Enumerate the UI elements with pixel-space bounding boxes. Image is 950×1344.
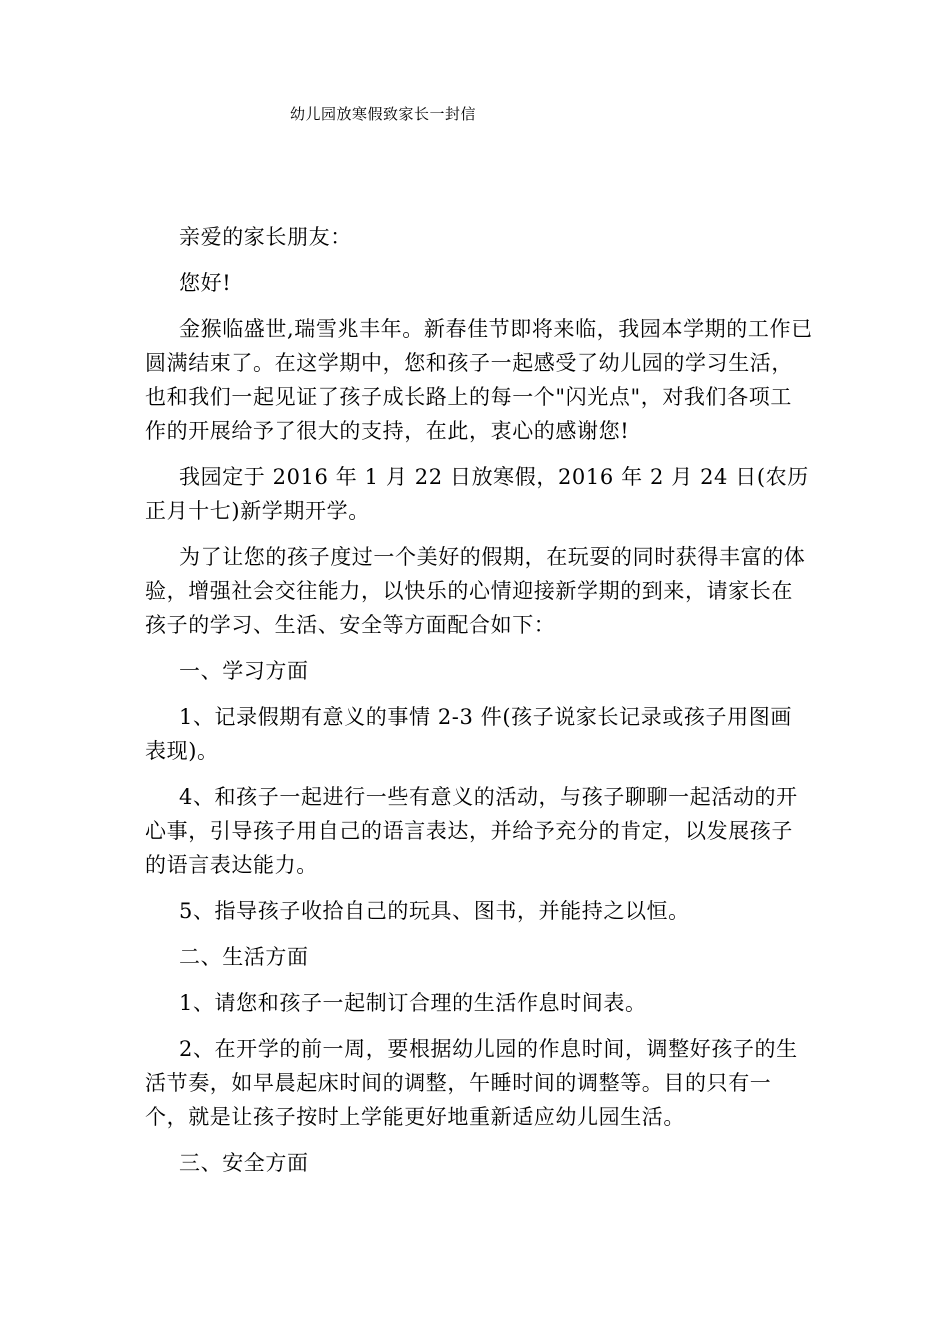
study-item-1: 1、记录假期有意义的事情 2-3 件(孩子说家长记录或孩子用图画表现)。: [145, 705, 792, 763]
document-body: [145, 220, 813, 1180]
study-item-4: 4、和孩子一起进行一些有意义的活动，与孩子聊聊一起活动的开心事，引导孩子用自己的语言表达，并给予充分的肯定，以发展孩子的语言表达能力。: [145, 785, 798, 877]
document-title: 幼儿园放寒假致家长一封信: [290, 105, 477, 123]
section-heading-life: 二、生活方面: [179, 945, 309, 969]
salutation: 亲爱的家长朋友：: [179, 225, 352, 249]
paragraph-dates: 我园定于 2016 年 1 月 22 日放寒假，2016 年 2 月 24 日(农历正月十七)新学期开学。: [145, 465, 809, 523]
section-heading-study: 一、学习方面: [179, 659, 309, 683]
life-item-2: 2、在开学的前一周，要根据幼儿园的作息时间，调整好孩子的生活节奏，如早晨起床时间的调整，午睡时间的调整等。目的只有一个，就是让孩子按时上学能更好地重新适应幼儿园生活。: [145, 1037, 798, 1129]
paragraph-request: 为了让您的孩子度过一个美好的假期，在玩耍的同时获得丰富的体验，增强社会交往能力，以快乐的心情迎接新学期的到来，请家长在孩子的学习、生活、安全等方面配合如下：: [145, 545, 806, 637]
paragraph-intro: 金猴临盛世,瑞雪兆丰年。新春佳节即将来临，我园本学期的工作已圆满结束了。在这学期中，您和孩子一起感受了幼儿园的学习生活，也和我们一起见证了孩子成长路上的每一个"闪光点"，对我们各项工作的开展给予了很大的支持，在此，衷心的感谢您!: [145, 317, 813, 443]
study-item-5: 5、指导孩子收拾自己的玩具、图书，并能持之以恒。: [179, 899, 690, 923]
greeting: 您好!: [179, 271, 232, 295]
life-item-1: 1、请您和孩子一起制订合理的生活作息时间表。: [179, 991, 647, 1015]
section-heading-safety: 三、安全方面: [179, 1151, 309, 1175]
